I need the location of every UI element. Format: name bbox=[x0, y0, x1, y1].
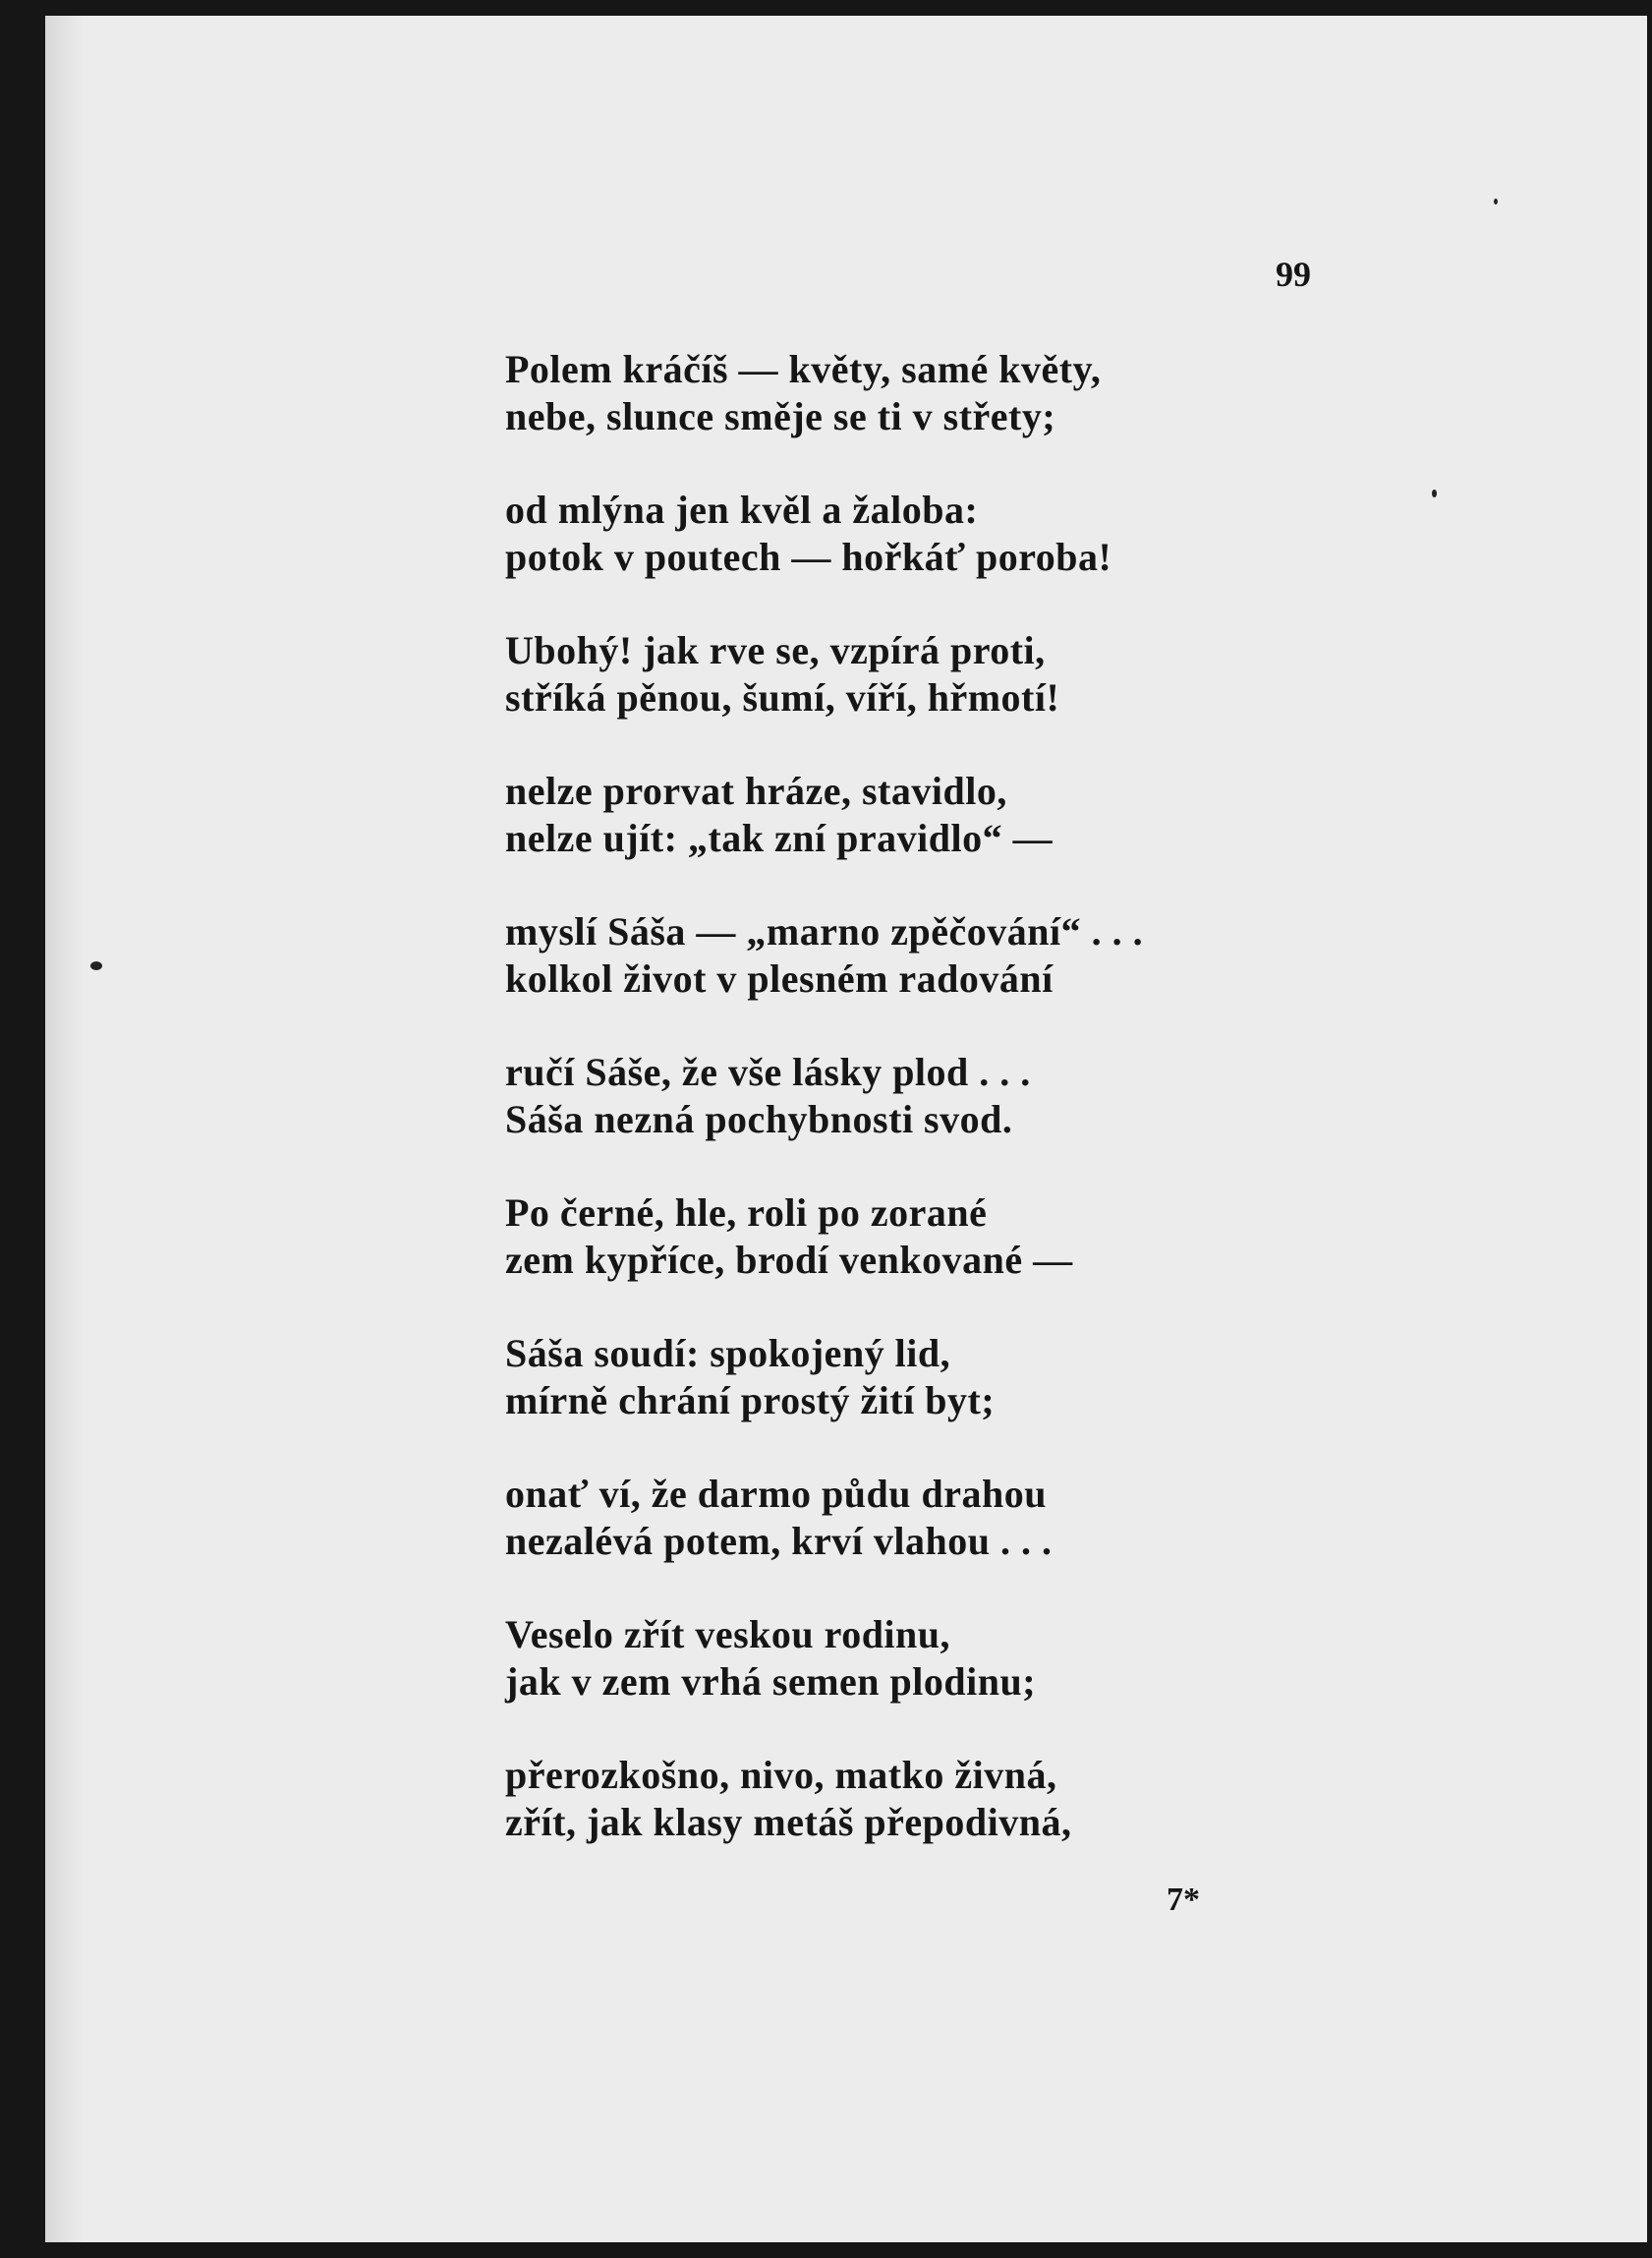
poem-line: nezalévá potem, krví vlahou . . . bbox=[505, 1519, 1053, 1563]
signature-mark: 7* bbox=[1167, 1882, 1200, 1918]
poem-line: Ubohý! jak rve se, vzpírá proti, bbox=[505, 628, 1046, 672]
poem-line: Polem kráčíš — květy, samé květy, bbox=[505, 347, 1102, 391]
poem-line: nelze prorvat hráze, stavidlo, bbox=[505, 769, 1007, 813]
poem-line: stříká pěnou, šumí, víří, hřmotí! bbox=[505, 675, 1060, 720]
poem-line: Veselo zřít veskou rodinu, bbox=[505, 1612, 951, 1656]
ink-speck bbox=[1494, 199, 1498, 204]
stanza bbox=[505, 627, 1143, 722]
stanza bbox=[505, 1611, 1143, 1706]
stanza bbox=[505, 1752, 1143, 1846]
poem-line: potok v poutech — hořkáť poroba! bbox=[505, 535, 1112, 579]
stanza bbox=[505, 487, 1143, 581]
poem-line: onať ví, že darmo půdu drahou bbox=[505, 1472, 1048, 1516]
stanza bbox=[505, 1189, 1143, 1284]
poem-line: mírně chrání prostý žití byt; bbox=[505, 1378, 996, 1422]
poem-line: nebe, slunce směje se ti v střety; bbox=[505, 394, 1056, 438]
page-number: 99 bbox=[1276, 255, 1311, 294]
poem-line: zřít, jak klasy metáš přepodivná, bbox=[505, 1800, 1072, 1844]
ink-speck bbox=[1432, 490, 1437, 497]
stanza bbox=[505, 1330, 1143, 1424]
poem-line: Sáša soudí: spokojený lid, bbox=[505, 1331, 951, 1375]
poem-line: kolkol život v plesném radování bbox=[505, 956, 1054, 1001]
poem-line: jak v zem vrhá semen plodinu; bbox=[505, 1659, 1037, 1704]
ink-speck bbox=[90, 961, 102, 970]
stanza bbox=[505, 346, 1143, 440]
stanza bbox=[505, 1049, 1143, 1143]
poem-line: nelze ujít: „tak zní pravidlo“ — bbox=[505, 816, 1054, 860]
poem-line: od mlýna jen kvěl a žaloba: bbox=[505, 488, 979, 532]
stanza bbox=[505, 1471, 1143, 1565]
stanza bbox=[505, 768, 1143, 862]
poem-body bbox=[505, 346, 1143, 1892]
stanza bbox=[505, 908, 1143, 1003]
poem-line: zem kypříce, brodí venkované — bbox=[505, 1238, 1073, 1282]
poem-line: Sáša nezná pochybnosti svod. bbox=[505, 1097, 1013, 1141]
poem-line: Po černé, hle, roli po zorané bbox=[505, 1190, 988, 1235]
poem-line: myslí Sáša — „marno zpěčování“ . . . bbox=[505, 909, 1144, 954]
poem-line: ručí Sáše, že vše lásky plod . . . bbox=[505, 1050, 1031, 1094]
poem-line: přerozkošno, nivo, matko živná, bbox=[505, 1753, 1057, 1797]
